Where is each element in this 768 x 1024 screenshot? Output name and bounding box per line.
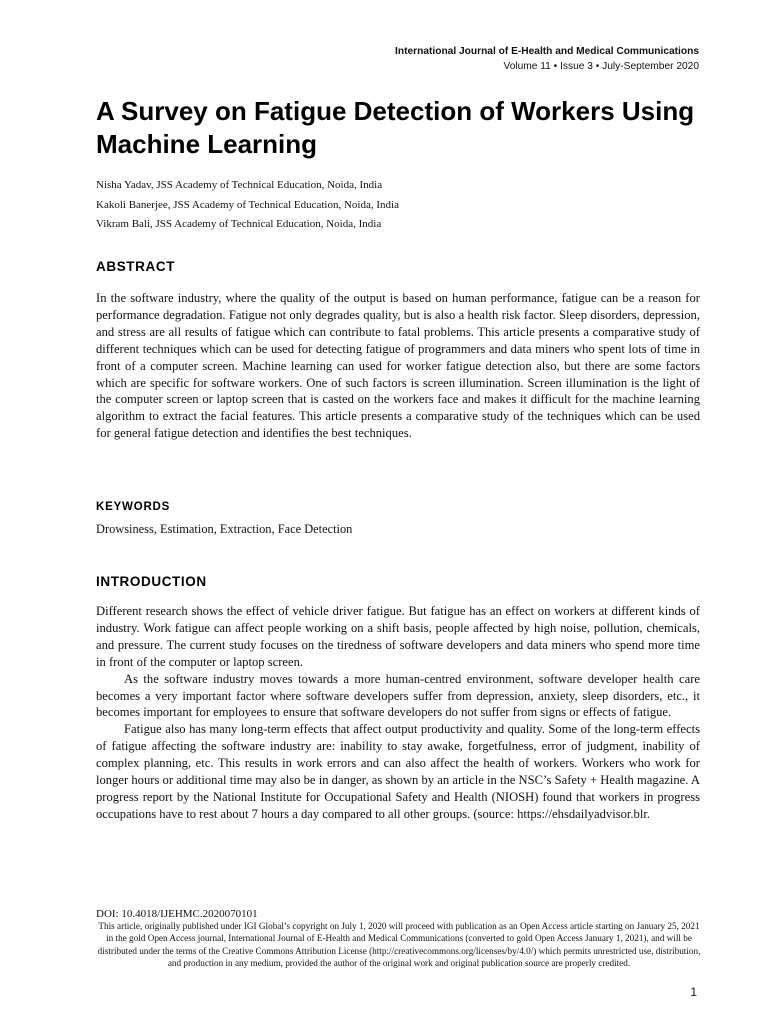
abstract-paragraph: In the software industry, where the quality of the output is based on human performance, fatigue can be a reason for performance degradation. Fatigue not only degrades quality, but is also a health risk factor. Sleep disorders, depression, and stress are all results of fatigue which can contribute to fatal problems. This article presents a comparative study of different techniques which can be used for detecting fatigue of programmers and data miners who spent lots of time in front of a computer screen. Machine learning can used for worker fatigue detection also, but there are some factors which are specific for software workers. One of such factors is screen illumination. Screen illumination is the light of the computer screen or laptop screen that is casted on the workers face and makes it difficult for the machine learning algorithm to extract the facial features. This article presents a comparative study of the techniques which can be used for general fatigue detection and identifies the best techniques. [96, 291, 700, 441]
abstract-heading: ABSTRACT [96, 259, 176, 274]
keywords-text: Drowsiness, Estimation, Extraction, Face Detection [96, 522, 353, 536]
author-list [96, 176, 399, 235]
introduction-heading: INTRODUCTION [96, 574, 207, 589]
journal-issue: Volume 11 • Issue 3 • July-September 2020 [503, 60, 699, 72]
intro-paragraph: Different research shows the effect of vehicle driver fatigue. But fatigue has an effect on workers at different kinds of industry. Work fatigue can affect people working on a shift basis, people affected by high noise, pollution, chemicals, and pressure. The current study focuses on the tiredness of software developers and data miners who spend more time in front of the computer or laptop screen. [96, 604, 700, 669]
doi: DOI: 10.4018/IJEHMC.2020070101 [96, 908, 258, 920]
author-line: Kakoli Banerjee, JSS Academy of Technical Education, Noida, India [96, 198, 399, 211]
abstract-text [96, 290, 700, 442]
author-line: Nisha Yadav, JSS Academy of Technical Education, Noida, India [96, 179, 383, 191]
intro-paragraph: Fatigue also has many long-term effects that affect output productivity and quality. Some of the long-term effects of fatigue affecting the software industry are: inability to stay awake, forgetfulness, error of judgment, inability of complex planning, etc. This results in work errors and can also affect the health of workers. Workers who work for longer hours or additional time may also be in danger, as shown by an article in the NSC’s Safety + Health magazine. A progress report by the National Institute for Occupational Safety and Health (NIOSH) found that workers in progress occupations have to rest about 7 hours a day compared to all other groups. (source: https://ehsdailyadvisor.blr. [96, 722, 700, 821]
journal-header [395, 45, 699, 74]
keywords-heading: KEYWORDS [96, 501, 171, 513]
journal-name: International Journal of E-Health and Medical Communications [395, 46, 699, 57]
introduction-text [96, 603, 700, 823]
paper-title: A Survey on Fatigue Detection of Workers Using Machine Learning [96, 96, 695, 159]
license-notice: This article, originally published under IGI Global’s copyright on July 1, 2020 will proceed with publication as an Open Access article starting on January 25, 2021 in the gold Open Access journal, International Journal of E-Health and Medical Communications (converted to gold Open Access January 1, 2021), and will be distributed under the terms of the Creative Commons Attribution License (http://creativecommons.org/licenses/by/4.0/) which permits unrestricted use, distribution, and production in any medium, provided the author of the original work and original publication source are properly credited. [97, 921, 701, 969]
author-line: Vikram Bali, JSS Academy of Technical Education, Noida, India [96, 218, 382, 230]
intro-paragraph: As the software industry moves towards a more human-centred environment, software developer health care becomes a very important factor where software developers suffer from depression, anxiety, sleep disorders, etc., it becomes important for employees to ensure that software developers do not suffer from signs or effects of fatigue. [96, 671, 700, 720]
page-number: 1 [690, 985, 697, 999]
